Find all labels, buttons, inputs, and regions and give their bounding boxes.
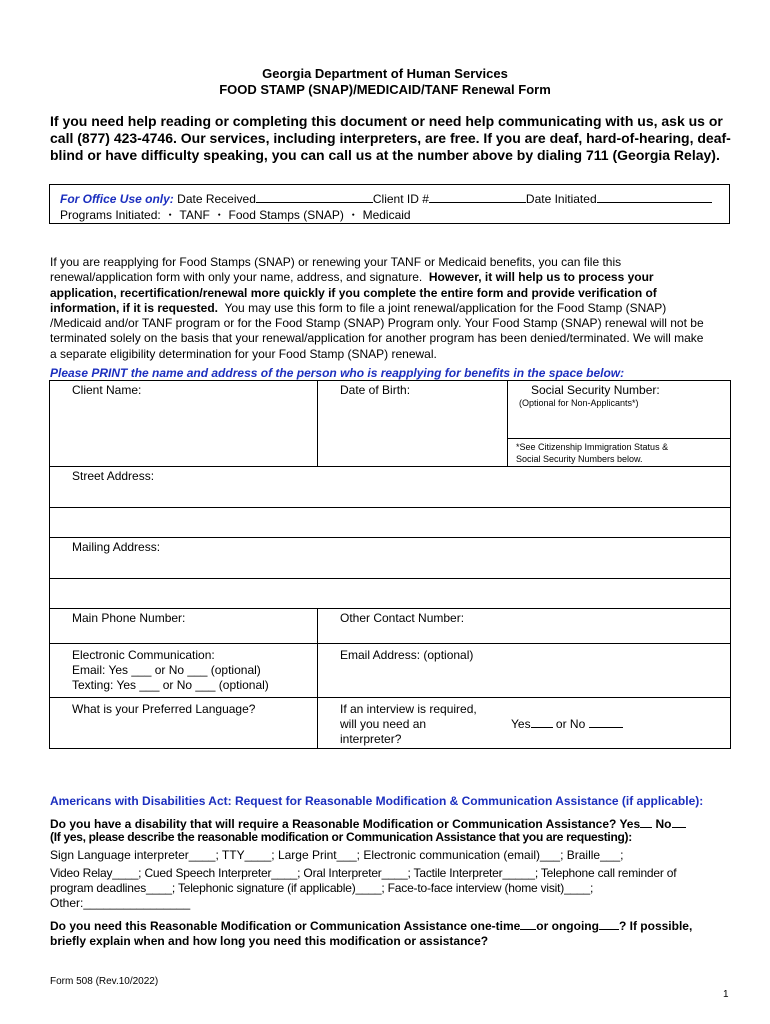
email-address-cell[interactable] bbox=[318, 644, 731, 698]
language-cell[interactable] bbox=[50, 698, 318, 749]
ada-yes-blank[interactable] bbox=[640, 816, 652, 828]
other-contact-label: Other Contact Number: bbox=[340, 611, 465, 625]
interpreter-yes-blank[interactable] bbox=[531, 716, 553, 728]
date-received-label: Date Received bbox=[177, 192, 256, 206]
mailing-address-label: Mailing Address: bbox=[72, 540, 161, 554]
intro-line: /Medicaid and/or TANF program or for the Food Stamp (SNAP) Program only. Your Food Stamp (SNAP) renewal will not be bbox=[50, 316, 704, 331]
intro-paragraph bbox=[50, 255, 740, 362]
page-number: 1 bbox=[723, 989, 729, 1000]
intro-line: a separate eligibility determination for your Food Stamp (SNAP) renewal. bbox=[50, 346, 437, 361]
ssn-label: Social Security Number: bbox=[531, 383, 660, 397]
client-id-label: Client ID # bbox=[372, 192, 429, 206]
ongoing-blank[interactable] bbox=[599, 918, 619, 930]
date-initiated-field[interactable] bbox=[597, 191, 712, 203]
ada-question-2-line2: briefly explain when and how long you need this modification or assistance? bbox=[50, 934, 489, 948]
email-address-label: Email Address: (optional) bbox=[340, 648, 474, 662]
applicant-info-table bbox=[49, 380, 731, 749]
intro-line: If you are reapplying for Food Stamps (SNAP) or renewing your TANF or Medicaid benefits, you can file this bbox=[50, 255, 622, 269]
date-received-field[interactable] bbox=[256, 191, 373, 203]
ada-no-blank[interactable] bbox=[672, 816, 686, 828]
interpreter-cell bbox=[318, 698, 731, 749]
client-name-label: Client Name: bbox=[72, 383, 142, 397]
street-address-line2[interactable] bbox=[50, 508, 731, 538]
print-instruction: Please PRINT the name and address of the person who is reapplying for benefits in the space below: bbox=[50, 366, 625, 380]
interpreter-yes[interactable]: Yes bbox=[511, 717, 531, 731]
help-line: blind or have difficulty speaking, you can call us at the number above by dialing 711 (Georgia Relay). bbox=[50, 147, 720, 163]
ada-other[interactable]: Other:________________ bbox=[50, 896, 191, 910]
dob-label: Date of Birth: bbox=[340, 383, 411, 397]
street-address-label: Street Address: bbox=[72, 469, 155, 483]
office-use-box bbox=[49, 184, 730, 224]
interpreter-no[interactable]: or No bbox=[555, 717, 586, 731]
option-food-stamps[interactable]: ・ Food Stamps (SNAP) bbox=[213, 208, 344, 222]
electronic-communication-cell[interactable] bbox=[50, 644, 318, 698]
intro-line: renewal/application form with only your name, address, and signature. However, it will help us to process your bbox=[50, 270, 654, 285]
option-medicaid[interactable]: ・ Medicaid bbox=[347, 208, 411, 222]
intro-line: information, if it is requested. You may use this form to file a joint renewal/application for the Food Stamp (SNAP) bbox=[50, 300, 667, 315]
interview-label: If an interview is required, bbox=[340, 702, 477, 716]
ssn-note: (Optional for Non-Applicants*) bbox=[519, 398, 639, 408]
client-name-cell[interactable] bbox=[50, 381, 318, 467]
ssn-cell[interactable] bbox=[508, 381, 731, 439]
interview-label: will you need an bbox=[340, 717, 427, 731]
interpreter-no-blank[interactable] bbox=[589, 716, 623, 728]
help-line: call (877) 423-4746. Our services, including interpreters, are free. If you are deaf, hard-of-hearing, deaf- bbox=[50, 130, 731, 146]
citizenship-note: *See Citizenship Immigration Status & bbox=[516, 442, 669, 452]
one-time-blank[interactable] bbox=[520, 918, 536, 930]
agency-name: Georgia Department of Human Services bbox=[262, 66, 508, 81]
help-text bbox=[50, 113, 740, 164]
form-number: Form 508 (Rev.10/2022) bbox=[50, 976, 159, 987]
programs-initiated-label: Programs Initiated: bbox=[60, 208, 161, 222]
ada-title: Americans with Disabilities Act: Request for Reasonable Modification & Communication Assistance (if applicable): bbox=[50, 794, 704, 808]
ada-options-3[interactable]: program deadlines____; Telephonic signature (if applicable)____; Face-to-face interview (home visit)____; bbox=[50, 881, 594, 895]
help-line: If you need help reading or completing this document or need help communicating with us, ask us or bbox=[50, 113, 723, 129]
ada-question-2: Do you need this Reasonable Modification or Communication Assistance one-time or ongoing ? If possible, bbox=[50, 919, 693, 933]
street-address-cell[interactable] bbox=[50, 467, 731, 508]
option-tanf[interactable]: ・ TANF bbox=[164, 208, 210, 222]
form-title: FOOD STAMP (SNAP)/MEDICAID/TANF Renewal Form bbox=[219, 82, 551, 97]
language-label: What is your Preferred Language? bbox=[72, 702, 256, 716]
citizenship-note: Social Security Numbers below. bbox=[516, 454, 643, 464]
client-id-field[interactable] bbox=[429, 191, 526, 203]
dob-cell[interactable] bbox=[318, 381, 508, 467]
main-phone-label: Main Phone Number: bbox=[72, 611, 186, 625]
mailing-address-cell[interactable] bbox=[50, 538, 731, 579]
citizenship-note-cell bbox=[508, 439, 731, 467]
ada-question-1-sub: (If yes, please describe the reasonable modification or Communication Assistance that you are requesting): bbox=[50, 830, 632, 844]
ada-question-1: Do you have a disability that will require a Reasonable Modification or Communication Assistance? Yes No bbox=[50, 816, 740, 831]
intro-line: terminated solely on the basis that your renewal/application for another program has been denied/terminated. We will make bbox=[50, 331, 704, 346]
ecomm-label: Electronic Communication: bbox=[72, 648, 215, 662]
office-use-label: For Office Use only: bbox=[60, 192, 174, 206]
other-contact-cell[interactable] bbox=[318, 609, 731, 644]
date-initiated-label: Date Initiated bbox=[525, 192, 597, 206]
ada-options-2[interactable]: Video Relay____; Cued Speech Interpreter____; Oral Interpreter____; Tactile Interpreter_____; Telephone call reminder of bbox=[50, 866, 677, 880]
ada-options-1[interactable]: Sign Language interpreter____; TTY____; Large Print___; Electronic communication (email)___; Braille___; bbox=[50, 848, 624, 862]
main-phone-cell[interactable] bbox=[50, 609, 318, 644]
texting-option[interactable]: Texting: Yes ___ or No ___ (optional) bbox=[72, 678, 269, 692]
interview-label: interpreter? bbox=[340, 732, 402, 746]
intro-line: application, recertification/renewal more quickly if you complete the entire form and provide verification of bbox=[50, 285, 657, 300]
mailing-address-line2[interactable] bbox=[50, 579, 731, 609]
interpreter-choice[interactable] bbox=[511, 716, 623, 732]
email-option[interactable]: Email: Yes ___ or No ___ (optional) bbox=[72, 663, 261, 677]
